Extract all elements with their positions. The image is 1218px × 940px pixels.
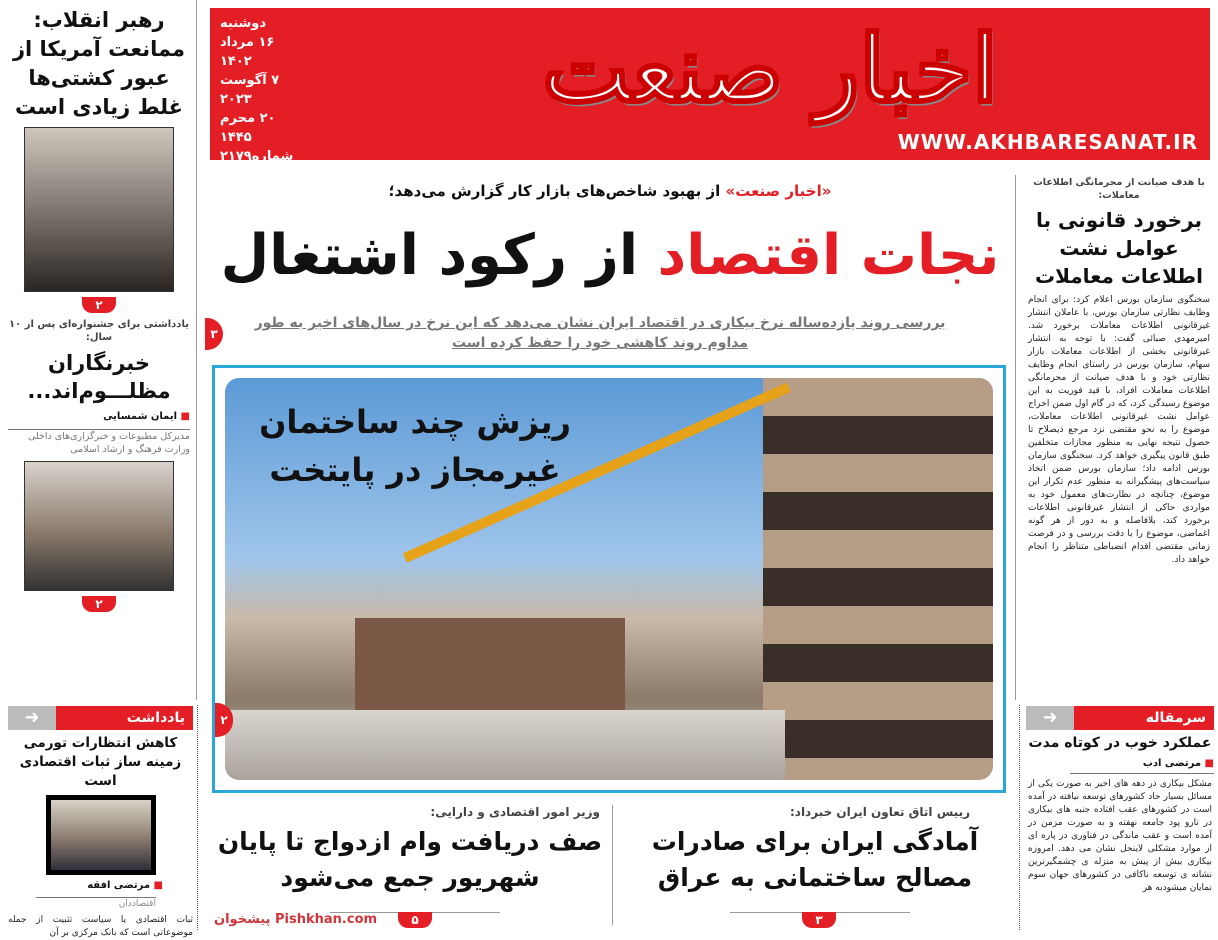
right-column-upper [1026, 176, 1212, 700]
headline-red-part: نجات اقتصاد [657, 223, 1000, 288]
right-column-lower [1026, 706, 1214, 895]
page-count: ۸ صفحه [220, 168, 272, 183]
photo-story-headline[interactable]: ریزش چند ساختمان غیرمجاز در پایتخت [259, 403, 571, 489]
bottom-left-headline[interactable]: صف دریافت وام ازدواج تا پایان شهریور جمع می‌شود [217, 827, 603, 892]
page-badge[interactable]: ۳ [802, 912, 836, 928]
editorial-author: ■ مرتضی ادب [1070, 757, 1214, 774]
leader-photo [24, 127, 174, 292]
kicker-source: «اخبار صنعت» [725, 182, 832, 200]
kicker-text: از بهبود شاخص‌های بازار کار گزارش می‌دهد؛ [388, 182, 726, 200]
issue-number: شماره۲۱۷۹ [220, 149, 294, 164]
column-author: ■ مرتضی افقه [8, 879, 193, 893]
lead-kicker [210, 181, 1010, 201]
lead-subhead: بررسی روند یازده‌ساله نرخ بیکاری در اقتصاد ایران نشان می‌دهد که این نرخ در سال‌های اخیر به طور مداوم روند کاهشی خود را حفظ کرده است [254, 315, 946, 351]
issue-info [220, 14, 310, 204]
column-author-role: اقتصاددان [36, 897, 156, 910]
right-body: سخنگوی سازمان بورس اعلام کرد: برای انجام وظایف نظارتی سازمان بورس، با عاملان انتشار غیرقانونی اطلاعات معاملات برخورد شد. امیرمهدی صبائی گفت: با توجه به انتشار غیرقانونی بخشی از اطلاعات معاملات بازار سهام، سازمان بورس در راستای انجام وظایف نظارتی خود و با هدف صیانت از محرمانگی اطلاعات معاملات افراد، با قید فوریت به این موضوع رسیدگی کرد، که در گام اول ضمن اخراج عوامل نشت غیرقانونی اطلاعات معاملات، موضوع را به نحو مقتضی نزد مرجع ذیصلاح تا حصول نتیجه نهایی به منظور مجازات متخلفین طبق قانون پیگیری خواهد کرد. سخنگوی سازمان بورس ادامه داد؛ سازمان بورس ضمن اتخاذ سیاست‌های پیشگیرانه به منظور عدم تکرار این موضوع، چنانچه در نظارت‌های معمول خود به مواردی حاکی از انتشار غیرقانونی اطلاعات برخورد کند، بلافاصله و به دور از هر گونه اغماضی، موضوع را با دقت بررسی و در فرصت زمانی مقتضی اقدام انضباطی متناظر را انجام خواهد داد. [1028, 295, 1210, 565]
editorial-body: مشکل بیکاری در دهه های اخیر به صورت یکی از مسائل بسیار حاد کشورهای توسعه نیافته در آمده است در کشورهای عقب افتاده جنبه های بیکاری در تارو پود جامعه نهفته و به صورت مزمن در آمده است و عقب ماندگی در فناوری در پاره ای از موارد مشکلی لاینحل نشان می دهد. امروزه بیکاری بیش از پیش به منزله ی چشمگیرترین نشانه ی توسعه ناکافی در کشورهای جهان سوم نمایان میشودبه هر [1028, 779, 1212, 893]
section-title: یادداشت [56, 706, 193, 730]
column-section-bar [8, 706, 193, 730]
divider [1015, 175, 1016, 700]
column-headline[interactable]: کاهش انتظارات تورمی زمینه ساز ثبات اقتصادی است [19, 735, 182, 789]
author-photo [24, 461, 174, 591]
website-url[interactable]: WWW.AKHBARESANAT.IR [897, 130, 1198, 154]
left-column-lower [8, 706, 193, 940]
note-headline[interactable]: خبرنگاران مظلـــوم‌اند... [27, 351, 171, 403]
editorial-headline[interactable]: عملکرد خوب در کوتاه مدت [1028, 735, 1212, 751]
newspaper-logo: اخبار صنعت [542, 15, 998, 123]
right-headline[interactable]: برخورد قانونی با عوامل نشت اطلاعات معاملات [1035, 208, 1203, 288]
note-author-role: مدیرکل مطبوعات و خبرگزاری‌های داخلی وزارت فرهنگ و ارشاد اسلامی [8, 429, 190, 456]
date-hijri: ۲۰ محرم ۱۴۴۵ [220, 111, 276, 145]
note-kicker: یادداشتی برای جشنواره‌ای پس از ۱۰ سال: [9, 319, 189, 343]
section-title: سرمقاله [1074, 706, 1214, 730]
columnist-photo-frame [46, 795, 156, 875]
bottom-left-kicker: وزیر امور اقتصادی و دارایی: [430, 805, 600, 819]
page-badge[interactable]: ۲ [215, 703, 233, 737]
headline-black-part: از رکود اشتغال [220, 223, 658, 288]
divider [612, 805, 613, 925]
divider [197, 705, 198, 930]
note-author: ■ ایمان شمسایی [8, 410, 190, 424]
weekday: دوشنبه [220, 16, 267, 31]
divider [196, 0, 197, 700]
date-gregorian: ۷ آگوست ۲۰۲۳ [220, 73, 280, 107]
left-top-headline[interactable]: رهبر انقلاب: ممانعت آمریکا از عبور کشتی‌ها غلط زیادی است [12, 8, 186, 119]
page-badge[interactable]: ۲ [82, 297, 116, 313]
editorial-section-bar [1026, 706, 1214, 730]
bottom-right-kicker: رییس اتاق تعاون ایران خبرداد: [789, 805, 970, 819]
page-badge[interactable]: ۵ [398, 912, 432, 928]
building-facade [763, 378, 993, 780]
photo-story-frame[interactable] [212, 365, 1006, 793]
watermark: پیشخوان Pishkhan.com [214, 912, 378, 927]
left-column-upper [8, 6, 190, 700]
arrow-icon: ➜ [1026, 706, 1074, 730]
columnist-photo [51, 800, 151, 870]
date-persian: ۱۶ مرداد ۱۴۰۲ [220, 35, 275, 69]
divider [1019, 705, 1020, 930]
column-body: ثبات اقتصادی یا سیاست تثبیت از جمله موضوعاتی است که بانک مرکزی بر آن [8, 915, 193, 938]
bottom-right-headline[interactable]: آمادگی ایران برای صادرات مصالح ساختمانی به عراق [651, 827, 979, 892]
right-kicker: با هدف صیانت از محرمانگی اطلاعات معاملات: [1033, 177, 1205, 201]
building-collapse-photo [225, 378, 993, 780]
price: ۵۰۰۰ تومان [220, 187, 294, 202]
lead-headline[interactable] [210, 214, 1010, 298]
arrow-icon: ➜ [8, 706, 56, 730]
page-badge[interactable]: ۲ [82, 596, 116, 612]
rubble [225, 710, 785, 780]
page-badge[interactable]: ۳ [205, 318, 223, 350]
